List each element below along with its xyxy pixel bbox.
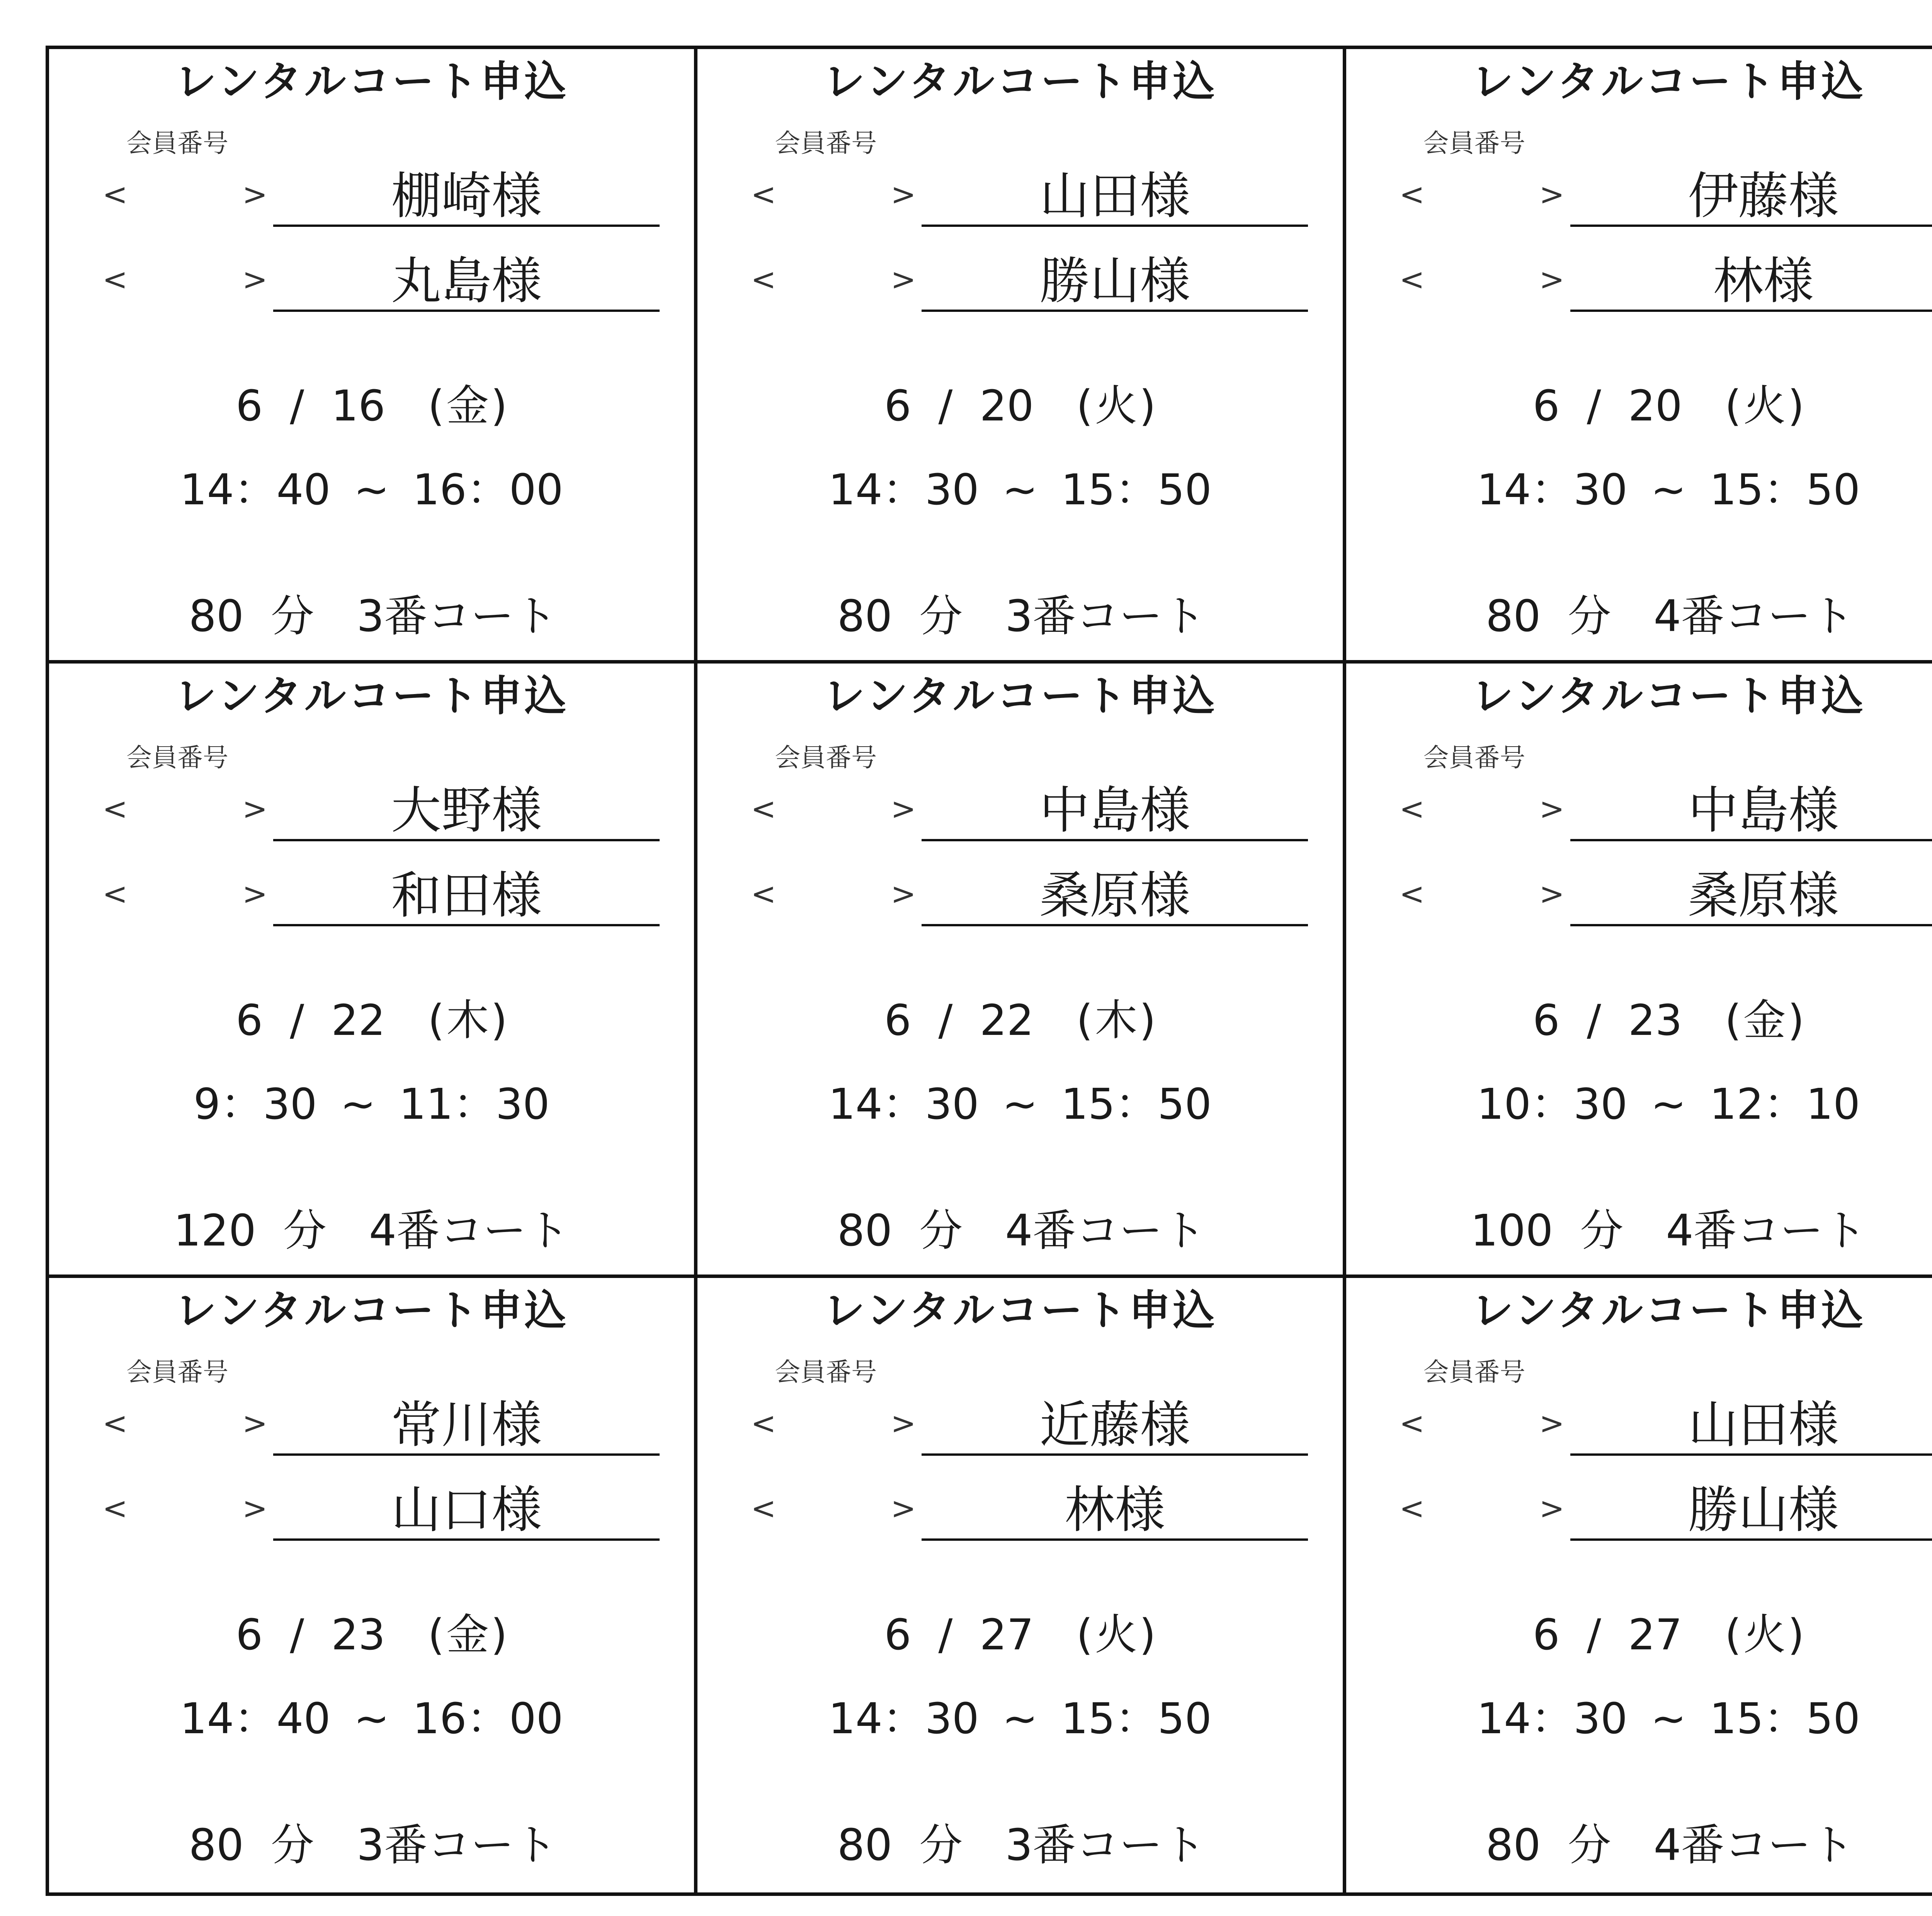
- court-number: 4: [1005, 1206, 1033, 1256]
- reservation-date: [697, 372, 1342, 433]
- end-time: 15：50: [1709, 465, 1861, 514]
- member-number-label: 会員番号: [775, 743, 877, 773]
- weekday-open-paren: (: [1725, 381, 1742, 431]
- weekday-close-paren: ): [1139, 1610, 1156, 1659]
- name-field-1[interactable]: 山田様: [922, 165, 1308, 227]
- minutes-label: 分: [270, 1820, 314, 1870]
- member-number-label: 会員番号: [775, 1357, 877, 1387]
- court-suffix: 番コート: [1693, 1206, 1867, 1256]
- member-number-open-bracket: <: [102, 262, 128, 297]
- reservation-time: [697, 1070, 1342, 1131]
- member-number-open-bracket: <: [102, 792, 128, 827]
- form-title: レンタルコート申込: [175, 58, 569, 106]
- member-number-label: 会員番号: [1423, 1357, 1526, 1387]
- weekday-open-paren: (: [1076, 1610, 1093, 1659]
- name-field-2[interactable]: 勝山様: [922, 250, 1308, 312]
- member-number-label: 会員番号: [1423, 743, 1526, 773]
- weekday-open-paren: (: [428, 381, 445, 431]
- court-suffix: 番コート: [1032, 591, 1206, 642]
- member-number-label: 会員番号: [1423, 128, 1526, 158]
- member-number-close-bracket: >: [1539, 1406, 1565, 1441]
- date-weekday: 火: [1095, 381, 1138, 431]
- duration-minutes: 80: [837, 1206, 893, 1256]
- duration-and-court: [1346, 582, 1932, 644]
- start-time: 14：30: [828, 465, 979, 514]
- date-day: 27: [980, 1610, 1034, 1659]
- duration-and-court: [697, 1196, 1342, 1258]
- name-field-1[interactable]: 伊藤様: [1570, 165, 1932, 227]
- member-number-close-bracket: >: [1539, 262, 1565, 297]
- weekday-close-paren: ): [1139, 995, 1156, 1045]
- time-range-separator: ~: [1651, 465, 1687, 514]
- date-separator: /: [1587, 381, 1601, 431]
- date-month: 6: [236, 995, 263, 1045]
- date-day: 22: [980, 995, 1034, 1045]
- member-number-open-bracket: <: [102, 1491, 128, 1526]
- start-time: 14：30: [1477, 465, 1628, 514]
- form-title: レンタルコート申込: [1471, 1286, 1866, 1335]
- weekday-open-paren: (: [428, 1610, 445, 1659]
- court-suffix: 番コート: [384, 1820, 558, 1870]
- time-range-separator: ~: [1002, 1079, 1038, 1129]
- duration-minutes: 80: [1485, 1820, 1541, 1870]
- name-field-2[interactable]: 林様: [1570, 250, 1932, 312]
- reservation-time: [1346, 1685, 1932, 1746]
- member-number-close-bracket: >: [242, 262, 268, 297]
- minutes-label: 分: [919, 1206, 963, 1256]
- member-number-close-bracket: >: [891, 1406, 916, 1441]
- duration-and-court: [1346, 1811, 1932, 1873]
- start-time: 14：40: [180, 1694, 331, 1743]
- duration-and-court: [49, 582, 694, 644]
- name-field-2[interactable]: 丸島様: [273, 250, 660, 312]
- name-field-1[interactable]: 中島様: [1570, 779, 1932, 841]
- minutes-label: 分: [919, 591, 963, 642]
- weekday-close-paren: ): [1787, 995, 1804, 1045]
- court-number: 4: [369, 1206, 397, 1256]
- rental-court-card: [697, 1278, 1346, 1892]
- member-number-open-bracket: <: [102, 1406, 128, 1441]
- form-title: レンタルコート申込: [823, 672, 1217, 720]
- rental-court-card: [1346, 49, 1932, 664]
- duration-minutes: 80: [189, 591, 244, 642]
- reservation-date: [1346, 1601, 1932, 1662]
- time-range-separator: ~: [1651, 1079, 1687, 1129]
- date-month: 6: [884, 995, 912, 1045]
- date-day: 27: [1628, 1610, 1682, 1659]
- member-number-open-bracket: <: [1399, 877, 1425, 912]
- date-day: 23: [1628, 995, 1682, 1045]
- date-separator: /: [290, 1610, 304, 1659]
- reservation-time: [49, 1070, 694, 1131]
- date-weekday: 金: [1743, 995, 1786, 1045]
- date-weekday: 金: [446, 1610, 489, 1659]
- member-number-open-bracket: <: [1399, 1491, 1425, 1526]
- minutes-label: 分: [283, 1206, 327, 1256]
- rental-court-card: [49, 1278, 697, 1892]
- date-separator: /: [1587, 995, 1601, 1045]
- duration-and-court: [1346, 1196, 1932, 1258]
- court-suffix: 番コート: [1681, 591, 1854, 642]
- rental-court-card: [1346, 1278, 1932, 1892]
- member-number-close-bracket: >: [242, 877, 268, 912]
- minutes-label: 分: [1568, 591, 1611, 642]
- end-time: 15：50: [1061, 465, 1212, 514]
- duration-minutes: 80: [189, 1820, 244, 1870]
- form-title: レンタルコート申込: [175, 672, 569, 720]
- member-number-label: 会員番号: [126, 128, 228, 158]
- reservation-time: [697, 1685, 1342, 1746]
- name-field-1[interactable]: 大野様: [273, 779, 660, 841]
- end-time: 11：30: [399, 1079, 550, 1129]
- end-time: 15：50: [1061, 1694, 1212, 1743]
- rental-court-card: [697, 49, 1346, 664]
- date-day: 22: [331, 995, 386, 1045]
- name-field-2[interactable]: 林様: [922, 1479, 1308, 1541]
- weekday-open-paren: (: [428, 995, 445, 1045]
- end-time: 16：00: [412, 1694, 563, 1743]
- date-weekday: 火: [1095, 1610, 1138, 1659]
- member-number-close-bracket: >: [891, 877, 916, 912]
- end-time: 15：50: [1061, 1079, 1212, 1129]
- member-number-open-bracket: <: [751, 792, 776, 827]
- form-title: レンタルコート申込: [175, 1286, 569, 1335]
- form-title: レンタルコート申込: [1471, 58, 1866, 106]
- minutes-label: 分: [270, 591, 314, 642]
- member-number-label: 会員番号: [775, 128, 877, 158]
- duration-minutes: 80: [837, 591, 893, 642]
- duration-and-court: [697, 1811, 1342, 1873]
- member-number-close-bracket: >: [242, 177, 268, 212]
- reservation-date: [49, 372, 694, 433]
- duration-minutes: 100: [1470, 1206, 1553, 1256]
- time-range-separator: ~: [340, 1079, 376, 1129]
- end-time: 12：10: [1709, 1079, 1861, 1129]
- form-title: レンタルコート申込: [1471, 672, 1866, 720]
- weekday-close-paren: ): [491, 381, 508, 431]
- time-range-separator: ~: [1651, 1694, 1687, 1743]
- start-time: 9：30: [193, 1079, 317, 1129]
- rental-court-card: [49, 664, 697, 1278]
- date-separator: /: [290, 381, 304, 431]
- name-field-2[interactable]: 桑原様: [1570, 864, 1932, 926]
- weekday-open-paren: (: [1076, 995, 1093, 1045]
- duration-and-court: [697, 582, 1342, 644]
- member-number-label: 会員番号: [126, 1357, 228, 1387]
- date-day: 23: [331, 1610, 386, 1659]
- rental-court-card: [1346, 664, 1932, 1278]
- date-separator: /: [938, 1610, 953, 1659]
- duration-minutes: 80: [837, 1820, 893, 1870]
- reservation-date: [49, 1601, 694, 1662]
- rental-court-card: [697, 664, 1346, 1278]
- court-suffix: 番コート: [384, 591, 558, 642]
- court-suffix: 番コート: [396, 1206, 570, 1256]
- member-number-open-bracket: <: [751, 877, 776, 912]
- weekday-close-paren: ): [491, 1610, 508, 1659]
- time-range-separator: ~: [354, 465, 389, 514]
- member-number-close-bracket: >: [1539, 877, 1565, 912]
- reservation-date: [1346, 372, 1932, 433]
- minutes-label: 分: [1580, 1206, 1624, 1256]
- reservation-date: [697, 986, 1342, 1047]
- reservation-time: [49, 456, 694, 517]
- member-number-open-bracket: <: [1399, 792, 1425, 827]
- weekday-close-paren: ): [1139, 381, 1156, 431]
- member-number-open-bracket: <: [751, 1491, 776, 1526]
- date-weekday: 金: [446, 381, 489, 431]
- member-number-close-bracket: >: [891, 792, 916, 827]
- date-month: 6: [1532, 995, 1560, 1045]
- member-number-close-bracket: >: [242, 1406, 268, 1441]
- date-day: 20: [1628, 381, 1682, 431]
- end-time: 15：50: [1709, 1694, 1861, 1743]
- date-day: 20: [980, 381, 1034, 431]
- name-field-2[interactable]: 和田様: [273, 864, 660, 926]
- member-number-open-bracket: <: [1399, 1406, 1425, 1441]
- rental-court-card: [49, 49, 697, 664]
- court-suffix: 番コート: [1032, 1820, 1206, 1870]
- date-weekday: 火: [1743, 1610, 1786, 1659]
- court-suffix: 番コート: [1681, 1820, 1854, 1870]
- date-separator: /: [290, 995, 304, 1045]
- name-field-1[interactable]: 常川様: [273, 1394, 660, 1456]
- member-number-close-bracket: >: [1539, 177, 1565, 212]
- reservation-time: [49, 1685, 694, 1746]
- date-weekday: 木: [1095, 995, 1138, 1045]
- duration-and-court: [49, 1196, 694, 1258]
- date-month: 6: [884, 1610, 912, 1659]
- date-separator: /: [1587, 1610, 1601, 1659]
- date-month: 6: [884, 381, 912, 431]
- date-month: 6: [236, 381, 263, 431]
- court-number: 4: [1653, 1820, 1681, 1870]
- start-time: 10：30: [1477, 1079, 1628, 1129]
- date-month: 6: [236, 1610, 263, 1659]
- minutes-label: 分: [1568, 1820, 1611, 1870]
- member-number-open-bracket: <: [1399, 177, 1425, 212]
- member-number-open-bracket: <: [1399, 262, 1425, 297]
- date-weekday: 火: [1743, 381, 1786, 431]
- member-number-close-bracket: >: [242, 792, 268, 827]
- time-range-separator: ~: [354, 1694, 389, 1743]
- name-field-2[interactable]: 桑原様: [922, 864, 1308, 926]
- date-separator: /: [938, 381, 953, 431]
- weekday-close-paren: ): [1787, 381, 1804, 431]
- name-field-2[interactable]: 勝山様: [1570, 1479, 1932, 1541]
- court-number: 3: [356, 591, 384, 642]
- member-number-close-bracket: >: [891, 262, 916, 297]
- member-number-close-bracket: >: [891, 177, 916, 212]
- minutes-label: 分: [919, 1820, 963, 1870]
- court-suffix: 番コート: [1032, 1206, 1206, 1256]
- weekday-open-paren: (: [1725, 995, 1742, 1045]
- start-time: 14：30: [828, 1694, 979, 1743]
- time-range-separator: ~: [1002, 1694, 1038, 1743]
- date-month: 6: [1532, 1610, 1560, 1659]
- court-number: 4: [1666, 1206, 1694, 1256]
- weekday-open-paren: (: [1076, 381, 1093, 431]
- start-time: 14：30: [828, 1079, 979, 1129]
- duration-and-court: [49, 1811, 694, 1873]
- weekday-close-paren: ): [491, 995, 508, 1045]
- court-number: 4: [1653, 591, 1681, 642]
- reservation-date: [697, 1601, 1342, 1662]
- reservation-time: [697, 456, 1342, 517]
- duration-minutes: 120: [173, 1206, 256, 1256]
- reservation-date: [49, 986, 694, 1047]
- form-title: レンタルコート申込: [823, 1286, 1217, 1335]
- member-number-open-bracket: <: [102, 177, 128, 212]
- name-field-2[interactable]: 山口様: [273, 1479, 660, 1541]
- member-number-open-bracket: <: [102, 877, 128, 912]
- weekday-open-paren: (: [1725, 1610, 1742, 1659]
- name-field-1[interactable]: 中島様: [922, 779, 1308, 841]
- name-field-1[interactable]: 棚崎様: [273, 165, 660, 227]
- form-title: レンタルコート申込: [823, 58, 1217, 106]
- start-time: 14：30: [1477, 1694, 1628, 1743]
- court-number: 3: [1005, 591, 1033, 642]
- member-number-open-bracket: <: [751, 262, 776, 297]
- date-month: 6: [1532, 381, 1560, 431]
- duration-minutes: 80: [1485, 591, 1541, 642]
- time-range-separator: ~: [1002, 465, 1038, 514]
- member-number-close-bracket: >: [891, 1491, 916, 1526]
- member-number-open-bracket: <: [751, 177, 776, 212]
- member-number-label: 会員番号: [126, 743, 228, 773]
- court-number: 3: [356, 1820, 384, 1870]
- reservation-date: [1346, 986, 1932, 1047]
- name-field-1[interactable]: 近藤様: [922, 1394, 1308, 1456]
- member-number-close-bracket: >: [1539, 1491, 1565, 1526]
- reservation-time: [1346, 456, 1932, 517]
- date-day: 16: [331, 381, 386, 431]
- weekday-close-paren: ): [1787, 1610, 1804, 1659]
- date-weekday: 木: [446, 995, 489, 1045]
- member-number-close-bracket: >: [242, 1491, 268, 1526]
- member-number-close-bracket: >: [1539, 792, 1565, 827]
- start-time: 14：40: [180, 465, 331, 514]
- court-number: 3: [1005, 1820, 1033, 1870]
- rental-court-form-sheet: [46, 46, 1932, 1896]
- end-time: 16：00: [412, 465, 563, 514]
- name-field-1[interactable]: 山田様: [1570, 1394, 1932, 1456]
- reservation-time: [1346, 1070, 1932, 1131]
- date-separator: /: [938, 995, 953, 1045]
- member-number-open-bracket: <: [751, 1406, 776, 1441]
